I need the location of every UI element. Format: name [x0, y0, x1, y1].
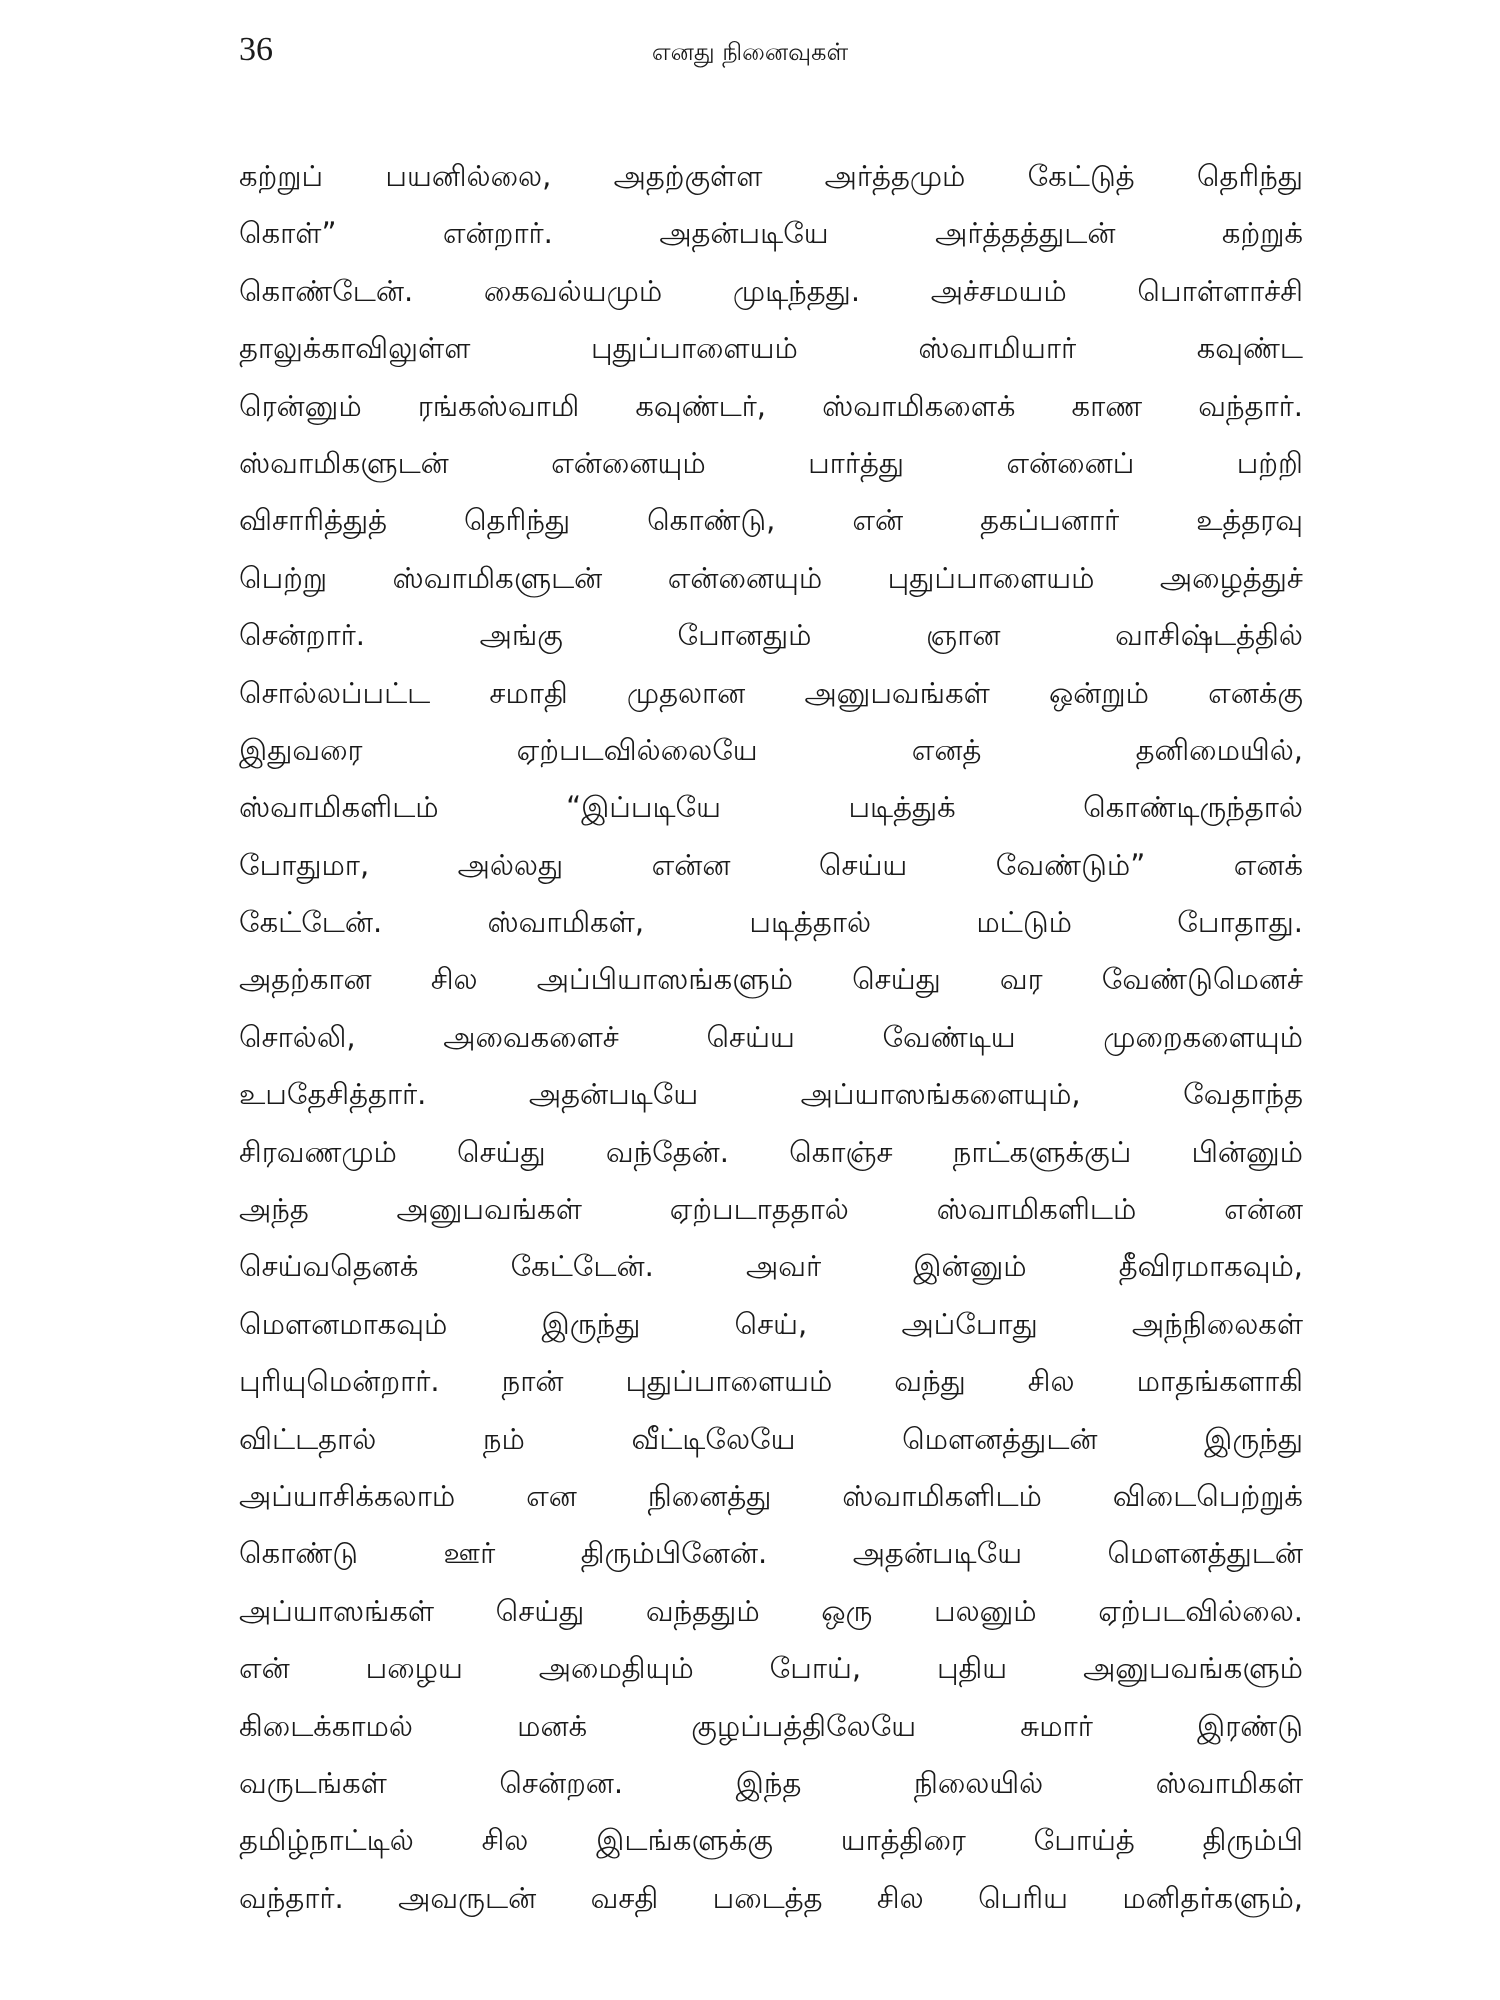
text-line: மௌனமாகவும் இருந்து செய், அப்போது அந்நிலைகள்	[239, 1306, 1303, 1341]
text-line: சிரவணமும் செய்து வந்தேன். கொஞ்ச நாட்களுக்குப் பின்னும்	[239, 1134, 1303, 1169]
running-title: எனது நினைவுகள்	[651, 38, 849, 66]
text-line: உபதேசித்தார். அதன்படியே அப்யாஸங்களையும், வேதாந்த	[239, 1077, 1303, 1112]
text-line: அப்யாஸங்கள் செய்து வந்ததும் ஒரு பலனும் ஏற்படவில்லை.	[239, 1593, 1303, 1628]
text-line: புரியுமென்றார். நான் புதுப்பாளையம் வந்து சில மாதங்களாகி	[239, 1364, 1303, 1399]
body-text	[239, 148, 1303, 1927]
text-line: கேட்டேன். ஸ்வாமிகள், படித்தால் மட்டும் போதாது.	[239, 905, 1303, 940]
text-line: போதுமா, அல்லது என்ன செய்ய வேண்டும்” எனக்	[239, 847, 1303, 882]
page-number: 36	[239, 31, 273, 68]
text-line: வந்தார். அவருடன் வசதி படைத்த சில பெரிய மனிதர்களும்,	[239, 1880, 1303, 1915]
text-line: கற்றுப் பயனில்லை, அதற்குள்ள அர்த்தமும் கேட்டுத் தெரிந்து	[239, 159, 1303, 193]
text-line: தமிழ்நாட்டில் சில இடங்களுக்கு யாத்திரை போய்த் திரும்பி	[239, 1823, 1303, 1858]
text-line: கொண்டு ஊர் திரும்பினேன். அதன்படியே மௌனத்துடன்	[239, 1536, 1303, 1571]
text-line: சென்றார். அங்கு போனதும் ஞான வாசிஷ்டத்தில்	[239, 618, 1303, 653]
text-line: ரென்னும் ரங்கஸ்வாமி கவுண்டர், ஸ்வாமிகளைக் காண வந்தார்.	[239, 388, 1303, 423]
text-line: இதுவரை ஏற்படவில்லையே எனத் தனிமையில்,	[239, 732, 1303, 767]
text-line: கிடைக்காமல் மனக் குழப்பத்திலேயே சுமார் இரண்டு	[239, 1708, 1303, 1743]
text-line: தாலுக்காவிலுள்ள புதுப்பாளையம் ஸ்வாமியார் கவுண்ட	[239, 331, 1303, 366]
text-line: பெற்று ஸ்வாமிகளுடன் என்னையும் புதுப்பாளையம் அழைத்துச்	[239, 560, 1303, 595]
text-line: விசாரித்துத் தெரிந்து கொண்டு, என் தகப்பனார் உத்தரவு	[239, 503, 1303, 538]
text-line: அதற்கான சில அப்பியாஸங்களும் செய்து வர வேண்டுமெனச்	[239, 962, 1303, 997]
text-line: வருடங்கள் சென்றன. இந்த நிலையில் ஸ்வாமிகள்	[239, 1765, 1303, 1800]
text-line: கொள்” என்றார். அதன்படியே அர்த்தத்துடன் கற்றுக்	[239, 216, 1303, 251]
text-line: என் பழைய அமைதியும் போய், புதிய அனுபவங்களும்	[239, 1651, 1303, 1686]
text-line: ஸ்வாமிகளிடம் “இப்படியே படித்துக் கொண்டிருந்தால்	[239, 790, 1303, 825]
text-line: செய்வதெனக் கேட்டேன். அவர் இன்னும் தீவிரமாகவும்,	[239, 1249, 1303, 1284]
text-line: சொல்லி, அவைகளைச் செய்ய வேண்டிய முறைகளையும்	[239, 1019, 1303, 1054]
text-line: அந்த அனுபவங்கள் ஏற்படாததால் ஸ்வாமிகளிடம் என்ன	[239, 1192, 1303, 1227]
text-line: சொல்லப்பட்ட சமாதி முதலான அனுபவங்கள் ஒன்றும் எனக்கு	[239, 675, 1303, 710]
text-line: ஸ்வாமிகளுடன் என்னையும் பார்த்து என்னைப் பற்றி	[239, 445, 1303, 480]
text-line: விட்டதால் நம் வீட்டிலேயே மௌனத்துடன் இருந்து	[239, 1421, 1303, 1456]
text-line: அப்யாசிக்கலாம் என நினைத்து ஸ்வாமிகளிடம் விடைபெற்றுக்	[239, 1478, 1303, 1513]
text-line: கொண்டேன். கைவல்யமும் முடிந்தது. அச்சமயம் பொள்ளாச்சி	[239, 273, 1303, 308]
